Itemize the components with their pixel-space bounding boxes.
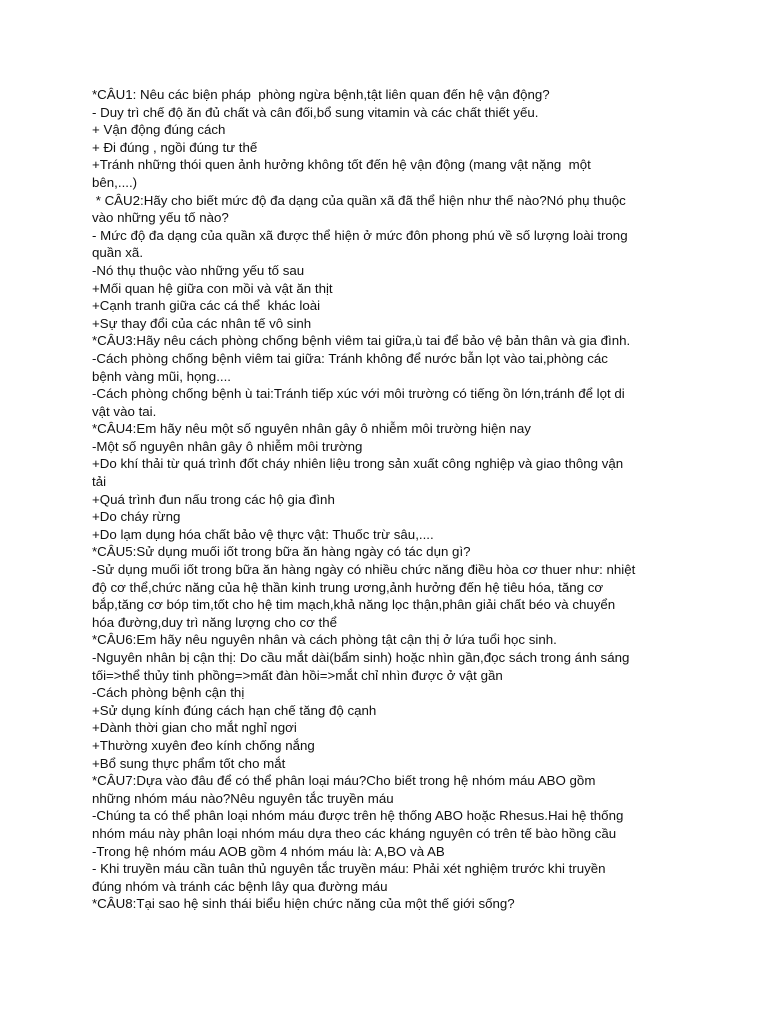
- text-line: *CÂU1: Nêu các biện pháp phòng ngừa bệnh,tật liên quan đến hệ vận động?: [92, 87, 550, 102]
- text-line: -Một số nguyên nhân gây ô nhiễm môi trường: [92, 438, 363, 454]
- text-line: +Sử dụng kính đúng cách hạn chế tăng độ cạnh: [92, 702, 377, 718]
- text-line: quần xã.: [92, 245, 144, 261]
- text-line: *CÂU5:Sử dụng muối iốt trong bữa ăn hàng ngày có tác dụn gì?: [92, 544, 471, 560]
- text-line: +Bổ sung thực phẩm tốt cho mắt: [92, 755, 286, 771]
- text-line: + Vận động đúng cách: [92, 122, 226, 138]
- text-line: [92, 913, 692, 931]
- text-line: +Thường xuyên đeo kính chống nắng: [92, 737, 315, 753]
- text-line: đúng nhóm và tránh các bệnh lây qua đường máu: [92, 878, 388, 894]
- text-line: -Cách phòng bệnh cận thị: [92, 685, 245, 701]
- text-line: -Sử dụng muối iốt trong bữa ăn hàng ngày có nhiều chức năng điều hòa cơ thuer như: nhiệt: [92, 562, 636, 578]
- text-line: -Nguyên nhân bị cận thị: Do cầu mắt dài(bẩm sinh) hoặc nhìn gần,đọc sách trong ánh sáng: [92, 650, 630, 665]
- text-line: * CÂU2:Hãy cho biết mức độ đa dạng của quần xã đã thể hiện như thế nào?Nó phụ thuộc: [92, 192, 626, 208]
- text-line: độ cơ thể,chức năng của hệ thần kinh trung ương,ảnh hưởng đến hệ tiêu hóa, tăng cơ: [92, 579, 604, 595]
- text-line: +Sự thay đổi của các nhân tế vô sinh: [92, 315, 312, 331]
- text-line: vật vào tai.: [92, 403, 157, 419]
- text-line: *CÂU4:Em hãy nêu một số nguyên nhân gây ô nhiễm môi trường hiện nay: [92, 421, 531, 437]
- text-line: + Đi đúng , ngồi đúng tư thế: [92, 139, 258, 155]
- text-line: -Chúng ta có thể phân loại nhóm máu được trên hệ thống ABO hoặc Rhesus.Hai hệ thống: [92, 808, 624, 824]
- text-line: - Mức độ đa dạng của quần xã được thể hiện ở mức đôn phong phú về số lượng loài trong: [92, 227, 628, 243]
- text-line: nhóm máu này phân loại nhóm máu dựa theo các kháng nguyên có trên tế bào hồng cầu: [92, 825, 617, 841]
- text-line: +Mối quan hệ giữa con mồi và vật ăn thịt: [92, 280, 333, 296]
- text-line: *CÂU8:Tại sao hệ sinh thái biểu hiện chức năng của một thế giới sống?: [92, 896, 515, 912]
- text-line: -Cách phòng chống bệnh viêm tai giữa: Tránh không để nước bẫn lọt vào tai,phòng các: [92, 350, 608, 366]
- text-line: -Nó thụ thuộc vào những yếu tố sau: [92, 262, 305, 278]
- text-line: +Cạnh tranh giữa các cá thể khác loài: [92, 298, 321, 314]
- text-line: +Do khí thải từ quá trình đốt cháy nhiên liệu trong sản xuất công nghiệp và giao thông vận: [92, 456, 624, 472]
- text-line: +Tránh những thói quen ảnh hưởng không tốt đến hệ vận động (mang vật nặng một: [92, 157, 591, 173]
- text-line: vào những yếu tố nào?: [92, 210, 229, 226]
- text-line: tải: [92, 474, 107, 490]
- text-line: *CÂU3:Hãy nêu cách phòng chống bệnh viêm tai giữa,ù tai để bảo vệ bản thân và gia đình.: [92, 333, 631, 349]
- text-line: tối=>thể thủy tinh phồng=>mất đàn hồi=>mắt chỉ nhìn được ở vật gần: [92, 667, 503, 683]
- text-line: +Do lạm dụng hóa chất bảo vệ thực vật: Thuốc trừ sâu,....: [92, 526, 434, 542]
- text-line: *CÂU7:Dựa vào đâu để có thể phân loại máu?Cho biết trong hệ nhóm máu ABO gồm: [92, 773, 596, 789]
- text-line: -Cách phòng chống bệnh ù tai:Tránh tiếp xúc với môi trường có tiếng ồn lớn,tránh để lọt di: [92, 386, 625, 402]
- text-line: bệnh vàng mũi, họng....: [92, 368, 231, 384]
- text-line: bên,....): [92, 174, 138, 190]
- text-line: hóa đường,duy trì năng lượng cho cơ thể: [92, 614, 338, 630]
- text-line: -Trong hệ nhóm máu AOB gồm 4 nhóm máu là: A,BO và AB: [92, 843, 445, 859]
- text-line: những nhóm máu nào?Nêu nguyên tắc truyền máu: [92, 790, 394, 806]
- text-line: +Do cháy rừng: [92, 509, 181, 525]
- text-line: +Dành thời gian cho mắt nghỉ ngơi: [92, 720, 297, 736]
- text-line: +Quá trình đun nấu trong các hộ gia đình: [92, 491, 335, 507]
- text-line: - Duy trì chế độ ăn đủ chất và cân đối,bổ sung vitamin và các chất thiết yếu.: [92, 104, 539, 120]
- text-line: *CÂU6:Em hãy nêu nguyên nhân và cách phòng tật cận thị ở lứa tuổi học sinh.: [92, 632, 557, 648]
- text-line: bắp,tăng cơ bóp tim,tốt cho hệ tim mạch,khả năng lọc thận,phân giải chất béo và chuyển: [92, 597, 616, 613]
- document-body: [92, 86, 692, 931]
- text-line: - Khi truyền máu cần tuân thủ nguyên tắc truyền máu: Phải xét nghiệm trước khi truyền: [92, 861, 606, 877]
